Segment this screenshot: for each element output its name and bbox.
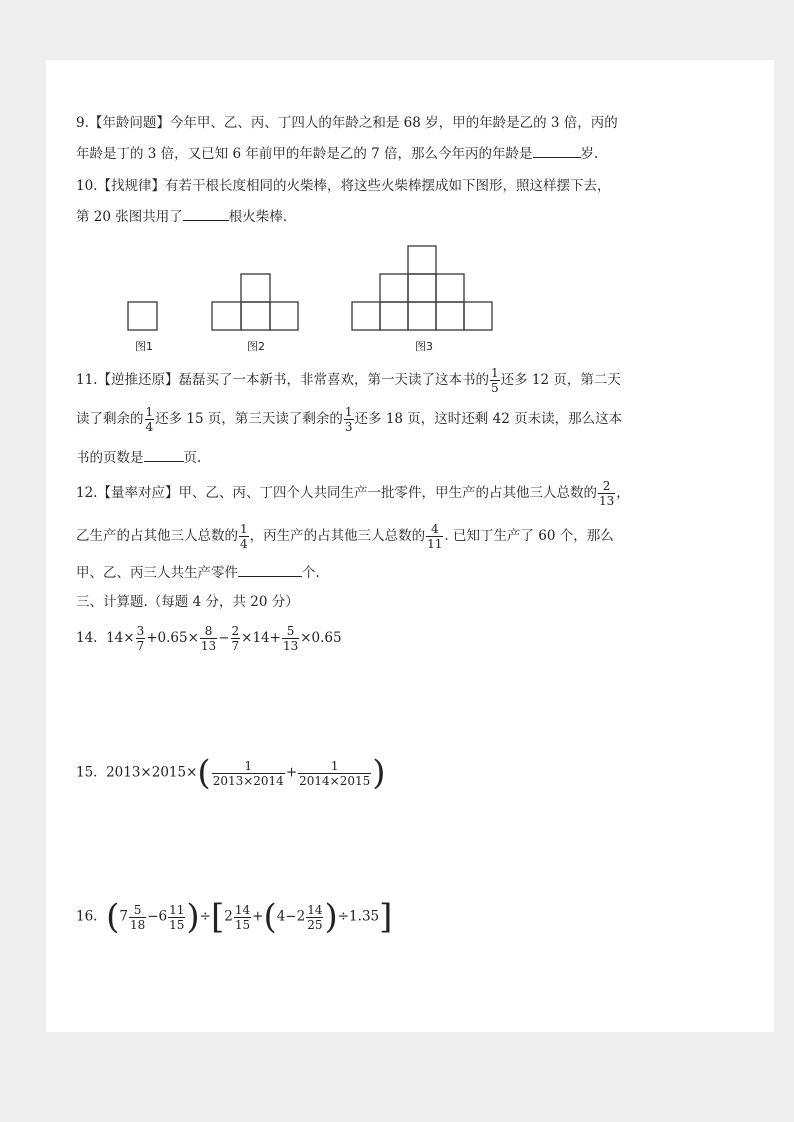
numerator: 8 <box>200 624 217 639</box>
expr-part: 14× <box>106 630 135 646</box>
left-paren: ( <box>197 753 211 793</box>
numerator: 11 <box>169 902 185 917</box>
q14-label: 14. <box>76 630 98 646</box>
denominator: 15 <box>234 917 251 932</box>
fraction <box>239 522 249 551</box>
q11-text3: 读了剩余的 <box>76 411 144 427</box>
expr-part: 7 <box>119 908 128 925</box>
fraction <box>231 624 241 653</box>
numerator: 2 <box>231 624 240 638</box>
right-bracket: ] <box>379 897 393 937</box>
expr-part: ÷1.35 <box>337 908 380 925</box>
q9-unit: 岁. <box>580 146 599 162</box>
q11-line3 <box>76 447 201 468</box>
q9-text: 年龄是丁的 3 倍，又已知 6 年前甲的年龄是乙的 7 倍，那么今年丙的年龄是 <box>76 146 533 162</box>
numerator: 3 <box>136 624 145 638</box>
q12-text1: 12.【量率对应】甲、乙、丙、丁四个人共同生产一批零件，甲生产的占其他三人总数的 <box>76 485 597 501</box>
numerator: 14 <box>307 902 323 917</box>
q11-answer-blank[interactable] <box>144 447 184 462</box>
numerator: 5 <box>129 903 146 918</box>
fraction <box>168 903 185 932</box>
denominator: 7 <box>231 639 240 653</box>
q10-line1: 10.【找规律】有若干根长度相同的火柴棒，将这些火柴棒摆成如下图形，照这样摆下去， <box>76 178 611 194</box>
numerator: 1 <box>212 759 285 774</box>
matchstick-figures <box>125 242 505 334</box>
fraction <box>200 624 217 653</box>
denominator: 13 <box>598 494 615 508</box>
left-paren: ( <box>263 897 277 937</box>
left-bracket: [ <box>210 897 225 937</box>
q9-answer-blank[interactable] <box>533 143 581 158</box>
fraction <box>136 624 146 653</box>
fraction <box>298 759 371 788</box>
fraction <box>234 903 251 932</box>
q10-unit: 根火柴棒. <box>228 209 288 225</box>
q11-text1: 11.【逆推还原】磊磊买了一本新书，非常喜欢，第一天读了这本书的 <box>76 372 489 388</box>
q11-text4: 还多 15 页，第三天读了剩余的 <box>155 411 343 427</box>
fraction <box>598 479 615 508</box>
q11-line2 <box>76 405 622 434</box>
q11-text6: 书的页数是 <box>76 450 144 466</box>
q15-expression <box>76 753 386 793</box>
numerator: 1 <box>490 366 499 380</box>
expr-part: 2 <box>224 908 233 925</box>
fraction <box>490 366 500 395</box>
numerator: 5 <box>282 624 299 639</box>
q9-line1: 9.【年龄问题】今年甲、乙、丙、丁四人的年龄之和是 68 岁，甲的年龄是乙的 3 倍，丙的 <box>76 115 618 131</box>
expr-part: 4−2 <box>276 908 306 925</box>
fraction <box>344 405 354 434</box>
q16-expression <box>76 897 393 937</box>
q11-text2: 还多 12 页，第二天 <box>500 372 621 388</box>
denominator: 15 <box>169 917 185 932</box>
q10-text: 第 20 张图共用了 <box>76 209 183 225</box>
q12-answer-blank[interactable] <box>238 562 302 577</box>
q12-unit: 个. <box>302 565 320 581</box>
q11-line1 <box>76 366 621 395</box>
q12-line1 <box>76 479 630 508</box>
denominator: 11 <box>427 537 443 551</box>
q9-line2 <box>76 143 598 164</box>
left-paren: ( <box>106 897 120 937</box>
numerator: 1 <box>344 405 353 419</box>
numerator: 1 <box>145 405 154 419</box>
right-paren: ) <box>186 897 200 937</box>
numerator: 1 <box>298 759 371 774</box>
q12-text2: ， <box>616 485 630 501</box>
denominator: 4 <box>145 420 154 434</box>
denominator: 7 <box>136 639 145 653</box>
q15-label: 15. <box>76 764 98 781</box>
q12-text4: ，丙生产的占其他三人总数的 <box>249 528 426 544</box>
q16-label: 16. <box>76 908 98 925</box>
denominator: 13 <box>282 639 299 653</box>
fraction <box>212 759 285 788</box>
right-paren: ) <box>324 897 338 937</box>
denominator: 4 <box>240 537 248 551</box>
q12-text5: . 已知丁生产了 60 个，那么 <box>444 528 614 544</box>
fig2-caption: 图2 <box>247 340 265 353</box>
fig3-caption: 图3 <box>415 340 433 353</box>
denominator: 13 <box>200 639 217 653</box>
numerator: 1 <box>240 522 248 536</box>
denominator: 18 <box>129 917 146 932</box>
fraction <box>282 624 299 653</box>
q12-line3 <box>76 562 320 583</box>
denominator: 2014×2015 <box>299 773 371 788</box>
denominator: 3 <box>344 420 353 434</box>
fraction <box>129 903 146 932</box>
denominator: 25 <box>307 917 323 932</box>
expr-part: ÷ <box>199 908 211 925</box>
expr-part: +0.65× <box>146 630 199 646</box>
right-paren: ) <box>372 753 386 793</box>
q10-answer-blank[interactable] <box>183 206 229 221</box>
q12-text3: 乙生产的占其他三人总数的 <box>76 528 238 544</box>
q12-text6: 甲、乙、丙三人共生产零件 <box>76 565 238 581</box>
expr-part: ×14+ <box>241 630 281 646</box>
fraction <box>306 903 323 932</box>
expr-part: + <box>252 908 264 925</box>
fig1-square <box>128 302 157 330</box>
denominator: 5 <box>490 381 499 395</box>
q12-line2 <box>76 522 614 551</box>
section-heading: 三、计算题.（每题 4 分，共 20 分） <box>76 594 299 610</box>
numerator: 2 <box>598 479 615 494</box>
expr-part: − <box>218 630 230 646</box>
numerator: 4 <box>426 522 443 537</box>
numerator: 14 <box>234 902 251 917</box>
q11-text5: 还多 18 页，这时还剩 42 页未读，那么这本 <box>354 411 623 427</box>
denominator: 2013×2014 <box>212 773 284 788</box>
fraction <box>426 522 443 551</box>
q11-unit: 页. <box>183 450 202 466</box>
expr-part: −6 <box>147 908 168 925</box>
q10-line2 <box>76 206 287 227</box>
expr-part: 2013×2015× <box>106 764 198 781</box>
fig1-caption: 图1 <box>135 340 153 353</box>
expr-part: ×0.65 <box>300 630 342 646</box>
expr-part: + <box>285 764 298 781</box>
fraction <box>145 405 155 434</box>
q14-expression <box>76 624 342 653</box>
